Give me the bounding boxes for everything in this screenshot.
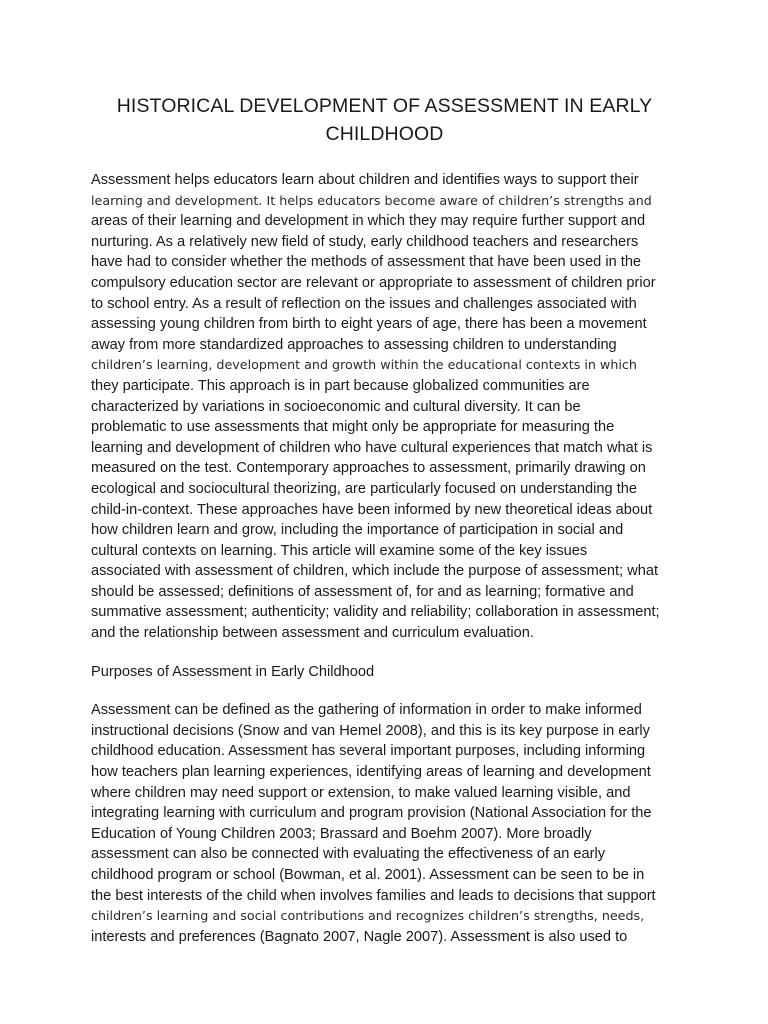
- text-line: learning and development of children who have cultural experiences that match what is: [91, 439, 653, 456]
- text-line: integrating learning with curriculum and program provision (National Association for the: [91, 805, 652, 822]
- text-line: compulsory education sector are relevant or appropriate to assessment of children prior: [91, 274, 656, 291]
- text-line: childhood program or school (Bowman, et al. 2001). Assessment can be seen to be in: [91, 867, 645, 883]
- title-line: HISTORICAL DEVELOPMENT OF ASSESSMENT IN EARLY: [116, 95, 653, 117]
- text-line: have had to consider whether the methods of assessment that have been used in the: [91, 254, 642, 271]
- text-line: learning and development. It helps educators become aware of children’s strengths and: [91, 192, 652, 208]
- text-line: ecological and sociocultural theorizing, are particularly focused on understanding the: [91, 480, 637, 497]
- text-line: cultural contexts on learning. This article will examine some of the key issues: [91, 542, 588, 559]
- text-line: childhood education. Assessment has several important purposes, including informing: [91, 743, 646, 760]
- text-line: to school entry. As a result of reflection on the issues and challenges associated with: [91, 295, 637, 312]
- text-line: problematic to use assessments that might only be appropriate for measuring the: [91, 419, 615, 436]
- document-title: [91, 92, 678, 148]
- text-line: they participate. This approach is in part because globalized communities are: [91, 377, 590, 394]
- text-line: how children learn and grow, including the importance of participation in social and: [91, 522, 624, 539]
- text-line: associated with assessment of children, which include the purpose of assessment; what: [91, 563, 659, 580]
- text-line: assessing young children from birth to eight years of age, there has been a movement: [91, 316, 647, 333]
- intro-paragraph: [91, 170, 678, 644]
- text-line: where children may need support or extension, to make valued learning visible, and: [91, 784, 631, 801]
- section-heading: Purposes of Assessment in Early Childhood: [91, 663, 375, 680]
- text-line: should be assessed; definitions of assessment of, for and as learning; formative and: [91, 583, 634, 600]
- text-line: areas of their learning and development in which they may require further support and: [91, 213, 646, 230]
- purposes-paragraph: [91, 700, 678, 947]
- text-line: measured on the test. Contemporary approaches to assessment, primarily drawing on: [91, 460, 646, 477]
- text-line: interests and preferences (Bagnato 2007, Nagle 2007). Assessment is also used to: [91, 928, 628, 945]
- text-line: children’s learning, development and growth within the educational contexts in which: [91, 357, 637, 373]
- text-line: assessment can also be connected with evaluating the effectiveness of an early: [91, 846, 606, 863]
- text-line: the best interests of the child when involves families and leads to decisions that support: [91, 887, 656, 904]
- text-line: Assessment can be defined as the gathering of information in order to make informed: [91, 702, 642, 719]
- text-line: children’s learning and social contributions and recognizes children’s strengths, needs,: [91, 908, 645, 924]
- text-line: Education of Young Children 2003; Brassard and Boehm 2007). More broadly: [91, 825, 592, 842]
- title-line: CHILDHOOD: [325, 123, 444, 145]
- text-line: nurturing. As a relatively new field of study, early childhood teachers and researchers: [91, 233, 639, 250]
- text-line: away from more standardized approaches to assessing children to understanding: [91, 336, 617, 353]
- text-line: Assessment helps educators learn about children and identifies ways to support their: [91, 172, 639, 188]
- text-line: summative assessment; authenticity; validity and reliability; collaboration in assessment;: [91, 604, 660, 621]
- text-line: how teachers plan learning experiences, identifying areas of learning and development: [91, 764, 651, 781]
- text-line: child-in-context. These approaches have been informed by new theoretical ideas about: [91, 501, 653, 518]
- text-line: characterized by variations in socioeconomic and cultural diversity. It can be: [91, 398, 581, 415]
- text-line: and the relationship between assessment and curriculum evaluation.: [91, 625, 534, 642]
- text-line: instructional decisions (Snow and van Hemel 2008), and this is its key purpose in early: [91, 722, 650, 739]
